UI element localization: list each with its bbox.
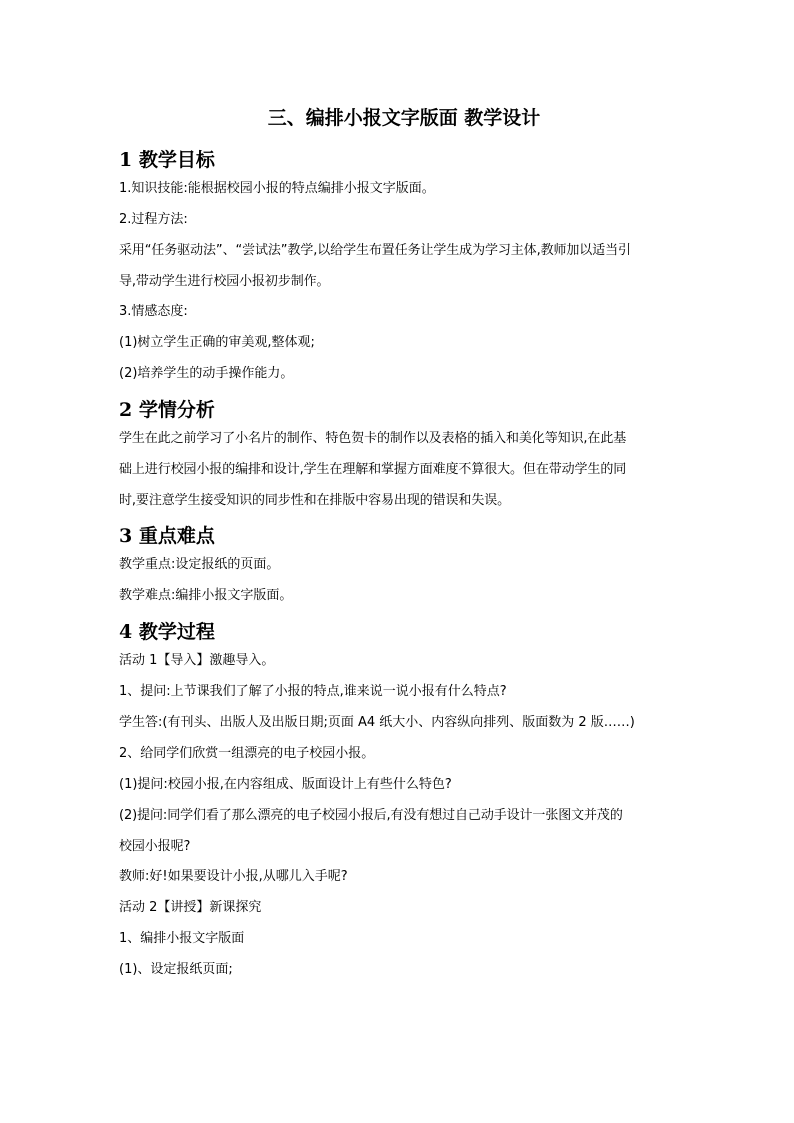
paragraph: (1)、设定报纸页面; xyxy=(119,962,233,977)
paragraph: 1、编排小报文字版面 xyxy=(119,931,245,946)
document-body xyxy=(119,141,685,993)
paragraph-line: 础上进行校园小报的编排和设计,学生在理解和掌握方面难度不算很大。但在带动学生的同 xyxy=(119,462,627,477)
paragraph xyxy=(119,423,685,516)
paragraph: 1.知识技能:能根据校园小报的特点编排小报文字版面。 xyxy=(119,181,435,196)
document-title: 三、编排小报文字版面 教学设计 xyxy=(267,107,541,129)
section-heading-process: 4 教学过程 xyxy=(119,621,215,643)
paragraph-line: 导,带动学生进行校园小报初步制作。 xyxy=(119,274,330,289)
paragraph-line: 学生在此之前学习了小名片的制作、特色贺卡的制作以及表格的插入和美化等知识,在此基 xyxy=(119,431,627,446)
paragraph: 2.过程方法: xyxy=(119,212,188,227)
paragraph: 学生答:(有刊头、出版人及出版日期;页面 A4 纸大小、内容纵向排列、版面数为 2 版……) xyxy=(119,715,635,730)
paragraph-line: 校园小报呢? xyxy=(119,839,191,854)
paragraph: (2)培养学生的动手操作能力。 xyxy=(119,366,294,381)
paragraph: 教师:好!如果要设计小报,从哪儿入手呢? xyxy=(119,869,348,884)
section-heading-analysis: 2 学情分析 xyxy=(119,399,215,421)
section-heading-key-points: 3 重点难点 xyxy=(119,525,215,547)
paragraph: 教学重点:设定报纸的页面。 xyxy=(119,557,280,572)
paragraph: 2、给同学们欣赏一组漂亮的电子校园小报。 xyxy=(119,746,375,761)
paragraph: 1、提问:上节课我们了解了小报的特点,谁来说一说小报有什么特点? xyxy=(119,684,507,699)
section-heading-goals: 1 教学目标 xyxy=(119,149,215,171)
paragraph xyxy=(119,800,685,862)
paragraph xyxy=(119,235,685,297)
paragraph: (1)提问:校园小报,在内容组成、版面设计上有些什么特色? xyxy=(119,777,452,792)
paragraph-line: (2)提问:同学们看了那么漂亮的电子校园小报后,有没有想过自己动手设计一张图文并茂的 xyxy=(119,808,623,823)
paragraph: 活动 2【讲授】新课探究 xyxy=(119,900,262,915)
paragraph-line: 时,要注意学生接受知识的同步性和在排版中容易出现的错误和失误。 xyxy=(119,493,511,508)
paragraph: (1)树立学生正确的审美观,整体观; xyxy=(119,335,315,350)
paragraph: 3.情感态度: xyxy=(119,304,188,319)
paragraph: 教学难点:编排小报文字版面。 xyxy=(119,588,293,603)
paragraph: 活动 1【导入】激趣导入。 xyxy=(119,653,275,668)
paragraph-line: 采用“任务驱动法”、“尝试法”教学,以给学生布置任务让学生成为学习主体,教师加以适当引 xyxy=(119,243,631,258)
